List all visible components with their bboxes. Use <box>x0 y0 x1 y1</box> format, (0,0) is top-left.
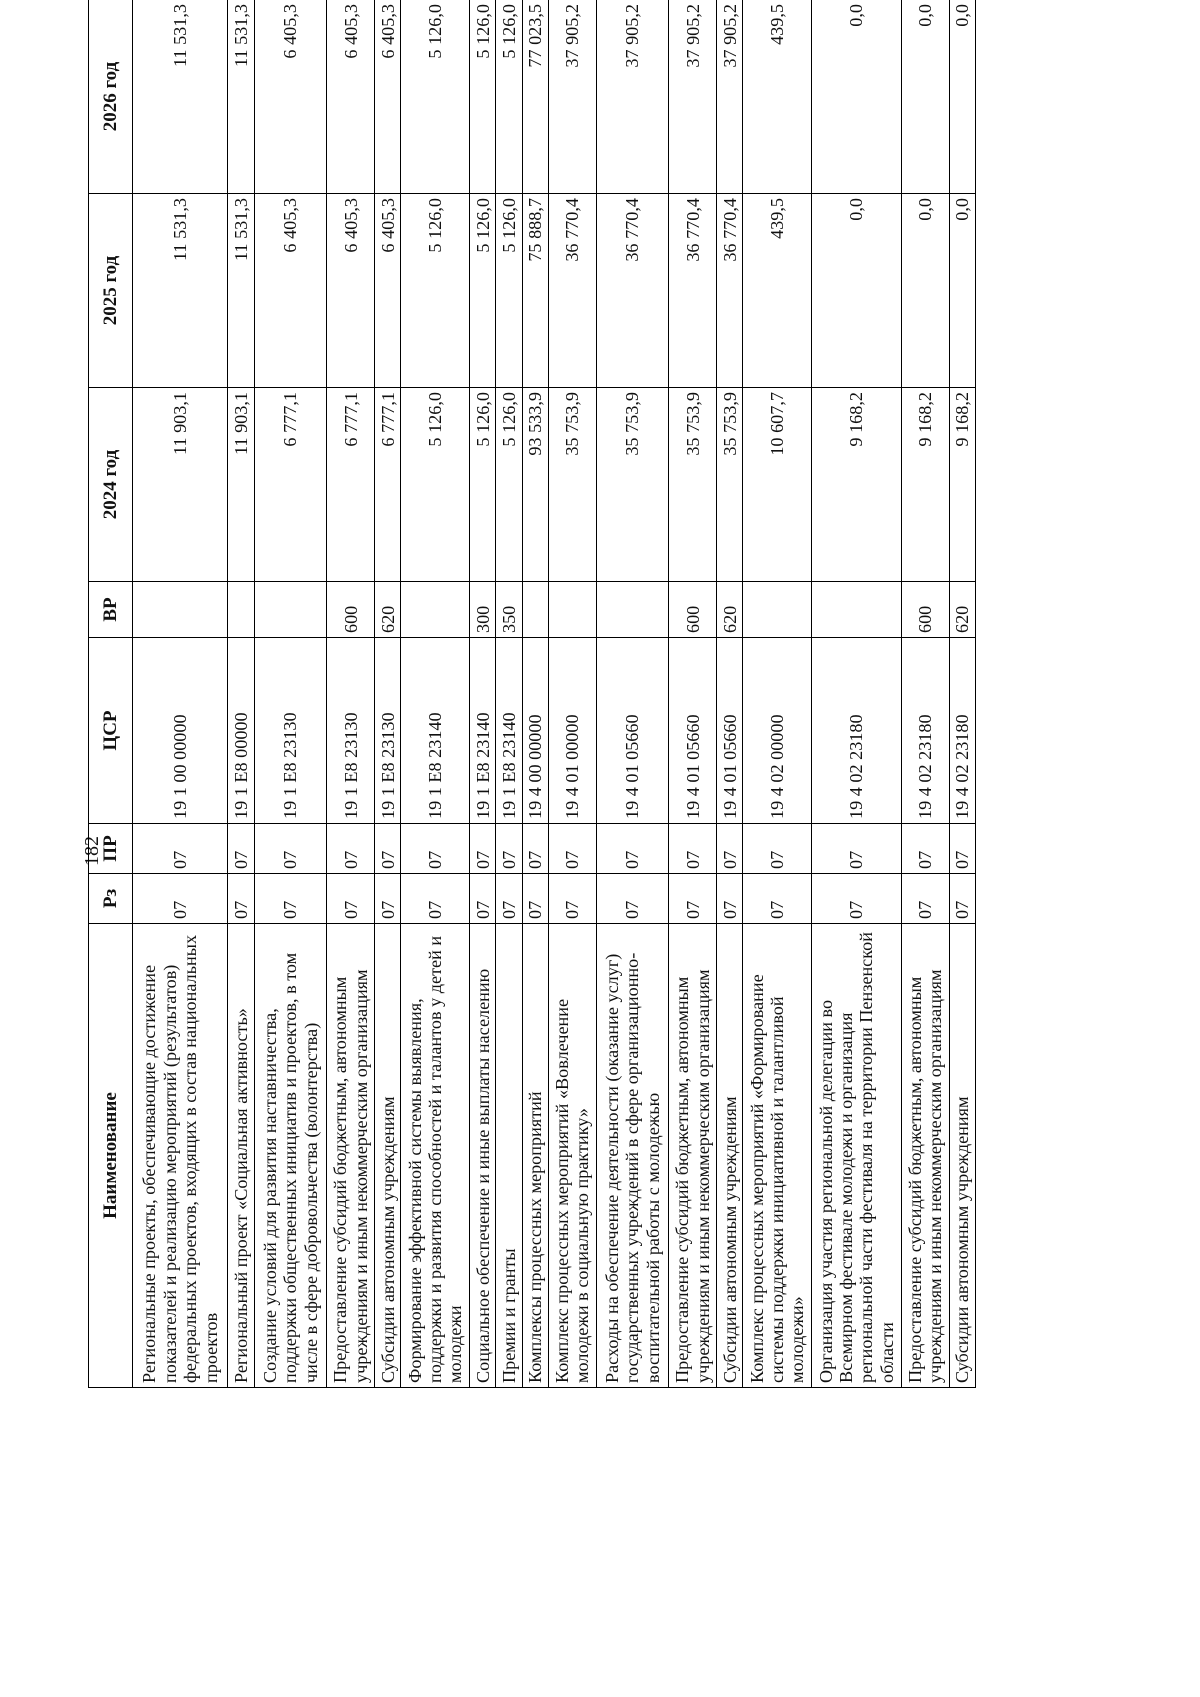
cell-csr: 19 4 01 00000 <box>549 638 597 824</box>
cell-name: Формирование эффективной системы выявления, поддержки и развития способностей и талантов у детей и молодежи <box>401 924 470 1388</box>
cell-2026: 37 905,2 <box>549 0 597 194</box>
table-row <box>743 0 812 1388</box>
cell-pr: 07 <box>401 824 470 874</box>
cell-2024: 35 753,9 <box>669 388 717 582</box>
cell-csr: 19 4 01 05660 <box>596 638 669 824</box>
header-rz: Рз <box>89 874 133 924</box>
cell-pr: 07 <box>470 824 496 874</box>
cell-2024: 35 753,9 <box>549 388 597 582</box>
cell-csr: 19 4 01 05660 <box>669 638 717 824</box>
cell-2026: 6 405,3 <box>327 0 375 194</box>
cell-2025: 0,0 <box>812 194 902 388</box>
header-csr: ЦСР <box>89 638 133 824</box>
cell-pr: 07 <box>522 824 548 874</box>
cell-2026: 5 126,0 <box>401 0 470 194</box>
cell-2024: 6 777,1 <box>375 388 401 582</box>
cell-2025: 11 531,3 <box>133 194 228 388</box>
cell-rz: 07 <box>549 874 597 924</box>
table-row <box>133 0 228 1388</box>
cell-csr: 19 1 00 00000 <box>133 638 228 824</box>
cell-2026: 0,0 <box>949 0 975 194</box>
cell-2024: 5 126,0 <box>470 388 496 582</box>
rotated-table-container <box>88 0 976 1388</box>
cell-csr: 19 4 02 23180 <box>949 638 975 824</box>
cell-pr: 07 <box>327 824 375 874</box>
cell-pr: 07 <box>496 824 522 874</box>
cell-2025: 6 405,3 <box>327 194 375 388</box>
cell-name: Комплекс процессных мероприятий «Формирование системы поддержки инициативной и талантливой молодежи» <box>743 924 812 1388</box>
cell-vr <box>401 582 470 638</box>
cell-csr: 19 4 01 05660 <box>717 638 743 824</box>
cell-pr: 07 <box>717 824 743 874</box>
cell-pr: 07 <box>549 824 597 874</box>
cell-2026: 37 905,2 <box>717 0 743 194</box>
cell-2025: 0,0 <box>901 194 949 388</box>
cell-rz: 07 <box>717 874 743 924</box>
cell-csr: 19 1 E8 23140 <box>496 638 522 824</box>
cell-rz: 07 <box>596 874 669 924</box>
cell-vr: 600 <box>901 582 949 638</box>
table-row <box>549 0 597 1388</box>
cell-2024: 35 753,9 <box>717 388 743 582</box>
cell-vr <box>522 582 548 638</box>
table-row <box>254 0 327 1388</box>
cell-name: Предоставление субсидий бюджетным, автономным учреждениям и иным некоммерческим организациям <box>901 924 949 1388</box>
page-number: 182 <box>81 836 103 866</box>
cell-name: Комплексы процессных мероприятий <box>522 924 548 1388</box>
cell-csr: 19 1 E8 23130 <box>375 638 401 824</box>
cell-2026: 6 405,3 <box>375 0 401 194</box>
cell-rz: 07 <box>669 874 717 924</box>
cell-name: Предоставление субсидий бюджетным, автономным учреждениям и иным некоммерческим организациям <box>327 924 375 1388</box>
cell-2025: 439,5 <box>743 194 812 388</box>
cell-rz: 07 <box>375 874 401 924</box>
cell-rz: 07 <box>812 874 902 924</box>
cell-2025: 6 405,3 <box>254 194 327 388</box>
cell-vr: 620 <box>717 582 743 638</box>
cell-2025: 5 126,0 <box>470 194 496 388</box>
cell-2026: 77 023,5 <box>522 0 548 194</box>
cell-vr: 600 <box>669 582 717 638</box>
cell-pr: 07 <box>901 824 949 874</box>
table-row <box>470 0 496 1388</box>
cell-name: Премии и гранты <box>496 924 522 1388</box>
cell-csr: 19 4 02 23180 <box>901 638 949 824</box>
table-row <box>812 0 902 1388</box>
cell-2024: 11 903,1 <box>133 388 228 582</box>
cell-name: Создание условий для развития наставничества, поддержки общественных инициатив и проектов, в том числе в сфере добровольчества (волонтерства) <box>254 924 327 1388</box>
cell-pr: 07 <box>669 824 717 874</box>
cell-csr: 19 4 00 00000 <box>522 638 548 824</box>
table-row <box>228 0 254 1388</box>
cell-rz: 07 <box>949 874 975 924</box>
cell-2025: 36 770,4 <box>717 194 743 388</box>
cell-2025: 75 888,7 <box>522 194 548 388</box>
header-2025: 2025 год <box>89 194 133 388</box>
cell-vr <box>228 582 254 638</box>
header-2024: 2024 год <box>89 388 133 582</box>
cell-2024: 10 607,7 <box>743 388 812 582</box>
cell-name: Субсидии автономным учреждениям <box>949 924 975 1388</box>
cell-vr <box>743 582 812 638</box>
header-pr: ПР <box>89 824 133 874</box>
cell-rz: 07 <box>470 874 496 924</box>
cell-csr: 19 4 02 00000 <box>743 638 812 824</box>
cell-pr: 07 <box>743 824 812 874</box>
table-header-row <box>89 0 133 1388</box>
table-row <box>327 0 375 1388</box>
cell-vr <box>549 582 597 638</box>
cell-rz: 07 <box>522 874 548 924</box>
cell-2026: 439,5 <box>743 0 812 194</box>
cell-rz: 07 <box>401 874 470 924</box>
cell-vr: 350 <box>496 582 522 638</box>
cell-name: Предоставление субсидий бюджетным, автономным учреждениям и иным некоммерческим организациям <box>669 924 717 1388</box>
cell-csr: 19 1 E8 23140 <box>470 638 496 824</box>
cell-2025: 0,0 <box>949 194 975 388</box>
cell-2024: 6 777,1 <box>327 388 375 582</box>
cell-2024: 9 168,2 <box>812 388 902 582</box>
cell-pr: 07 <box>375 824 401 874</box>
cell-name: Социальное обеспечение и иные выплаты населению <box>470 924 496 1388</box>
cell-pr: 07 <box>254 824 327 874</box>
cell-rz: 07 <box>133 874 228 924</box>
cell-2026: 11 531,3 <box>133 0 228 194</box>
cell-name: Региональный проект «Социальная активность» <box>228 924 254 1388</box>
cell-2024: 5 126,0 <box>496 388 522 582</box>
table-row <box>949 0 975 1388</box>
header-vr: ВР <box>89 582 133 638</box>
cell-2026: 6 405,3 <box>254 0 327 194</box>
cell-rz: 07 <box>496 874 522 924</box>
cell-vr <box>133 582 228 638</box>
cell-2025: 5 126,0 <box>401 194 470 388</box>
cell-vr <box>812 582 902 638</box>
cell-2026: 37 905,2 <box>669 0 717 194</box>
cell-2026: 0,0 <box>812 0 902 194</box>
table-row <box>596 0 669 1388</box>
cell-name: Расходы на обеспечение деятельности (оказание услуг) государственных учреждений в сфере организационно-воспитательной работы с молодежью <box>596 924 669 1388</box>
cell-2025: 11 531,3 <box>228 194 254 388</box>
cell-2024: 9 168,2 <box>949 388 975 582</box>
table-row <box>717 0 743 1388</box>
cell-vr <box>254 582 327 638</box>
cell-2024: 9 168,2 <box>901 388 949 582</box>
cell-vr: 620 <box>375 582 401 638</box>
cell-pr: 07 <box>596 824 669 874</box>
cell-pr: 07 <box>812 824 902 874</box>
cell-name: Субсидии автономным учреждениям <box>717 924 743 1388</box>
table-row <box>401 0 470 1388</box>
cell-2026: 37 905,2 <box>596 0 669 194</box>
cell-rz: 07 <box>254 874 327 924</box>
table-row <box>901 0 949 1388</box>
cell-pr: 07 <box>949 824 975 874</box>
cell-rz: 07 <box>228 874 254 924</box>
table-row <box>375 0 401 1388</box>
cell-2025: 5 126,0 <box>496 194 522 388</box>
table-row <box>496 0 522 1388</box>
budget-table <box>88 0 976 1388</box>
cell-pr: 07 <box>133 824 228 874</box>
cell-pr: 07 <box>228 824 254 874</box>
cell-name: Организация участия региональной делегации во Всемирном фестивале молодежи и организация региональной части фестиваля на территории Пензенской области <box>812 924 902 1388</box>
table-row <box>669 0 717 1388</box>
cell-name: Субсидии автономным учреждениям <box>375 924 401 1388</box>
cell-rz: 07 <box>743 874 812 924</box>
header-name: Наименование <box>89 924 133 1388</box>
cell-csr: 19 1 E8 23130 <box>327 638 375 824</box>
cell-vr <box>596 582 669 638</box>
cell-rz: 07 <box>327 874 375 924</box>
cell-2026: 5 126,0 <box>496 0 522 194</box>
table-row <box>522 0 548 1388</box>
cell-2024: 35 753,9 <box>596 388 669 582</box>
cell-2025: 36 770,4 <box>596 194 669 388</box>
cell-2024: 5 126,0 <box>401 388 470 582</box>
cell-2026: 11 531,3 <box>228 0 254 194</box>
cell-vr: 620 <box>949 582 975 638</box>
cell-csr: 19 1 E8 23130 <box>254 638 327 824</box>
header-2026: 2026 год <box>89 0 133 194</box>
cell-2026: 5 126,0 <box>470 0 496 194</box>
cell-name: Комплекс процессных мероприятий «Вовлечение молодежи в социальную практику» <box>549 924 597 1388</box>
cell-2025: 6 405,3 <box>375 194 401 388</box>
cell-vr: 600 <box>327 582 375 638</box>
cell-vr: 300 <box>470 582 496 638</box>
cell-2026: 0,0 <box>901 0 949 194</box>
cell-2024: 93 533,9 <box>522 388 548 582</box>
cell-csr: 19 1 E8 23140 <box>401 638 470 824</box>
cell-2025: 36 770,4 <box>669 194 717 388</box>
table-body <box>133 0 976 1388</box>
cell-csr: 19 4 02 23180 <box>812 638 902 824</box>
cell-csr: 19 1 E8 00000 <box>228 638 254 824</box>
cell-2024: 6 777,1 <box>254 388 327 582</box>
cell-name: Региональные проекты, обеспечивающие достижение показателей и реализацию мероприятий (результатов) федеральных проектов, входящих в состав национальных проектов <box>133 924 228 1388</box>
cell-2024: 11 903,1 <box>228 388 254 582</box>
cell-2025: 36 770,4 <box>549 194 597 388</box>
cell-rz: 07 <box>901 874 949 924</box>
